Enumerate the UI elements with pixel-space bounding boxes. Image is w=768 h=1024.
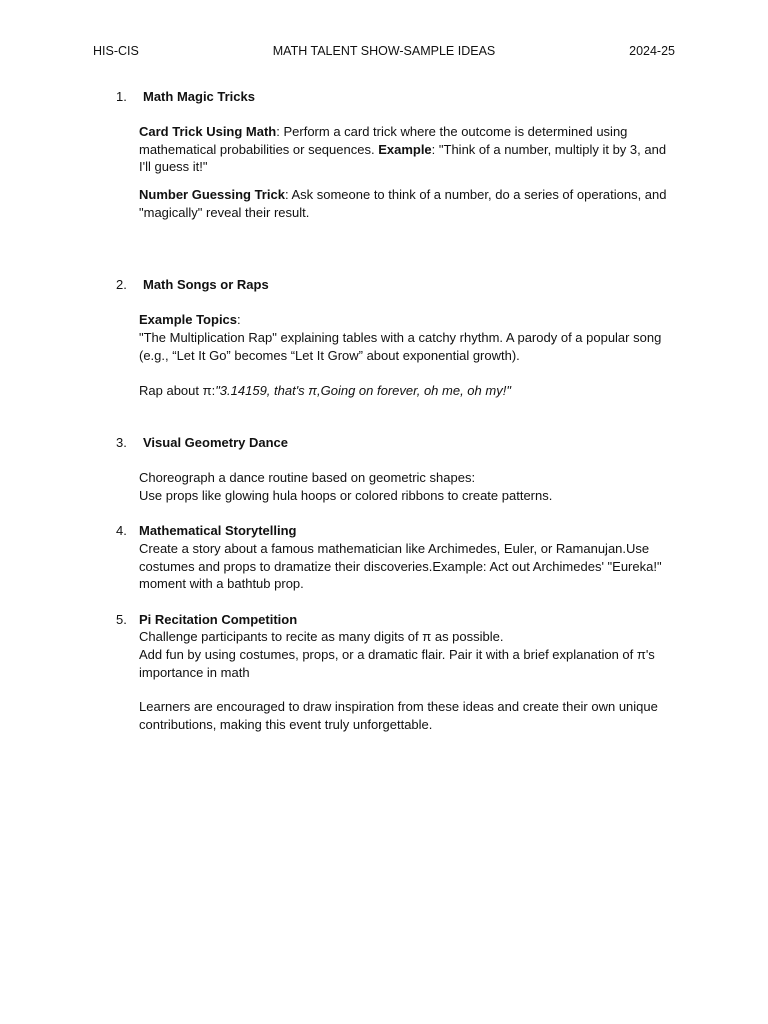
storytelling-text: Create a story about a famous mathematician like Archimedes, Euler, or Ramanujan.Use costumes and props to dramatize their discoveries.Example: Act out Archimedes' "Eureka!" moment with a bathtub prop.	[139, 541, 662, 591]
pi-line-1: Challenge participants to recite as many digits of π as possible.	[139, 629, 504, 644]
example-topics-colon: :	[237, 312, 241, 327]
card-trick-text: : Perform a card trick where the outcome is determined using mathematical probabilities or sequences.	[139, 124, 628, 157]
number-guessing-paragraph	[139, 186, 679, 221]
section-4-number: 4.	[116, 523, 127, 538]
section-2-number: 2.	[116, 277, 127, 292]
document-title: MATH TALENT SHOW-SAMPLE IDEAS	[272, 44, 496, 58]
section-5-title: Pi Recitation Competition	[139, 612, 298, 627]
section-1-number: 1.	[116, 89, 127, 104]
header-year: 2024-25	[629, 44, 675, 58]
section-3-number: 3.	[116, 435, 127, 450]
section-3-title: Visual Geometry Dance	[143, 435, 288, 450]
section-5-number: 5.	[116, 612, 127, 627]
example-text: : "Think of a number, multiply it by 3, and I'll guess it!"	[139, 141, 667, 174]
section-4-title: Mathematical Storytelling	[139, 523, 297, 538]
geometry-line-1: Choreograph a dance routine based on geometric shapes:	[139, 470, 476, 485]
pi-line-2: Add fun by using costumes, props, or a dramatic flair. Pair it with a brief explanation of π's importance in math	[139, 647, 655, 680]
section-1-title: Math Magic Tricks	[143, 89, 255, 104]
number-guessing-text: : Ask someone to think of a number, do a series of operations, and "magically" reveal their result.	[139, 187, 667, 220]
example-label: Example	[378, 141, 432, 157]
number-guessing-label: Number Guessing Trick	[139, 187, 285, 202]
section-2-title: Math Songs or Raps	[143, 277, 269, 292]
closing-paragraph: Learners are encouraged to draw inspiration from these ideas and create their own unique contributions, making this event truly unforgettable.	[139, 699, 658, 732]
header-left: HIS-CIS	[93, 44, 139, 58]
card-trick-label: Card Trick Using Math	[139, 124, 277, 139]
geometry-line-2: Use props like glowing hula hoops or colored ribbons to create patterns.	[139, 488, 553, 503]
card-trick-paragraph	[139, 123, 679, 176]
example-topics-heading	[139, 311, 679, 329]
rap-prefix: Rap about π:	[139, 383, 216, 398]
example-topics-text: "The Multiplication Rap" explaining tables with a catchy rhythm. A parody of a popular song (e.g., “Let It Go” becomes “Let It Grow” about exponential growth).	[139, 330, 662, 363]
example-topics-label: Example Topics	[139, 312, 238, 327]
rap-about-pi	[139, 382, 679, 400]
rap-lyric: "3.14159, that's π,Going on forever, oh me, oh my!"	[215, 383, 511, 398]
